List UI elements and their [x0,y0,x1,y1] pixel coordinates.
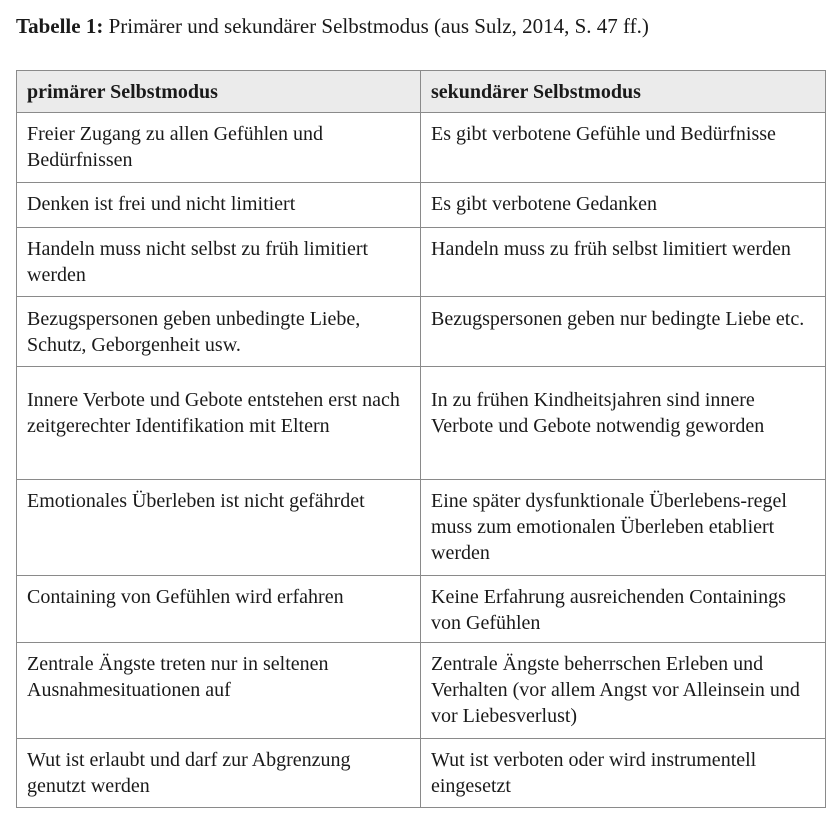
header-primary: primärer Selbstmodus [17,71,421,113]
table-row [17,113,826,183]
cell-primary: Containing von Gefühlen wird erfahren [17,576,421,643]
table-row [17,480,826,576]
cell-secondary: Zentrale Ängste beherrschen Erleben und Verhalten (vor allem Angst vor Alleinsein und vor Liebesverlust) [421,643,826,739]
cell-secondary: Eine später dysfunktionale Überlebens-regel muss zum emotionalen Überleben etabliert werden [421,480,826,576]
table-row [17,739,826,808]
cell-primary: Zentrale Ängste treten nur in seltenen Ausnahmesituationen auf [17,643,421,739]
cell-primary: Emotionales Überleben ist nicht gefährdet [17,480,421,576]
table-row [17,576,826,643]
table-row [17,297,826,367]
caption-label: Tabelle 1: [16,14,104,38]
cell-secondary: Bezugspersonen geben nur bedingte Liebe etc. [421,297,826,367]
table-row [17,367,826,480]
cell-secondary: In zu frühen Kindheitsjahren sind innere Verbote und Gebote notwendig geworden [421,367,826,480]
table-row [17,643,826,739]
table-header-row [17,71,826,113]
cell-secondary: Handeln muss zu früh selbst limitiert werden [421,228,826,297]
cell-secondary: Keine Erfahrung ausreichenden Containings von Gefühlen [421,576,826,643]
cell-secondary: Es gibt verbotene Gedanken [421,183,826,228]
caption-text: Primärer und sekundärer Selbstmodus (aus Sulz, 2014, S. 47 ff.) [103,14,649,38]
cell-primary: Wut ist erlaubt und darf zur Abgrenzung genutzt werden [17,739,421,808]
table-row [17,183,826,228]
cell-primary: Freier Zugang zu allen Gefühlen und Bedürfnissen [17,113,421,183]
cell-secondary: Wut ist verboten oder wird instrumentell eingesetzt [421,739,826,808]
table-caption [16,12,649,40]
cell-secondary: Es gibt verbotene Gefühle und Bedürfnisse [421,113,826,183]
cell-primary: Denken ist frei und nicht limitiert [17,183,421,228]
selbstmodus-table [16,70,826,808]
cell-primary: Bezugspersonen geben unbedingte Liebe, Schutz, Geborgenheit usw. [17,297,421,367]
cell-primary: Innere Verbote und Gebote entstehen erst nach zeitgerechter Identifikation mit Eltern [17,367,421,480]
header-secondary: sekundärer Selbstmodus [421,71,826,113]
table-row [17,228,826,297]
cell-primary: Handeln muss nicht selbst zu früh limitiert werden [17,228,421,297]
